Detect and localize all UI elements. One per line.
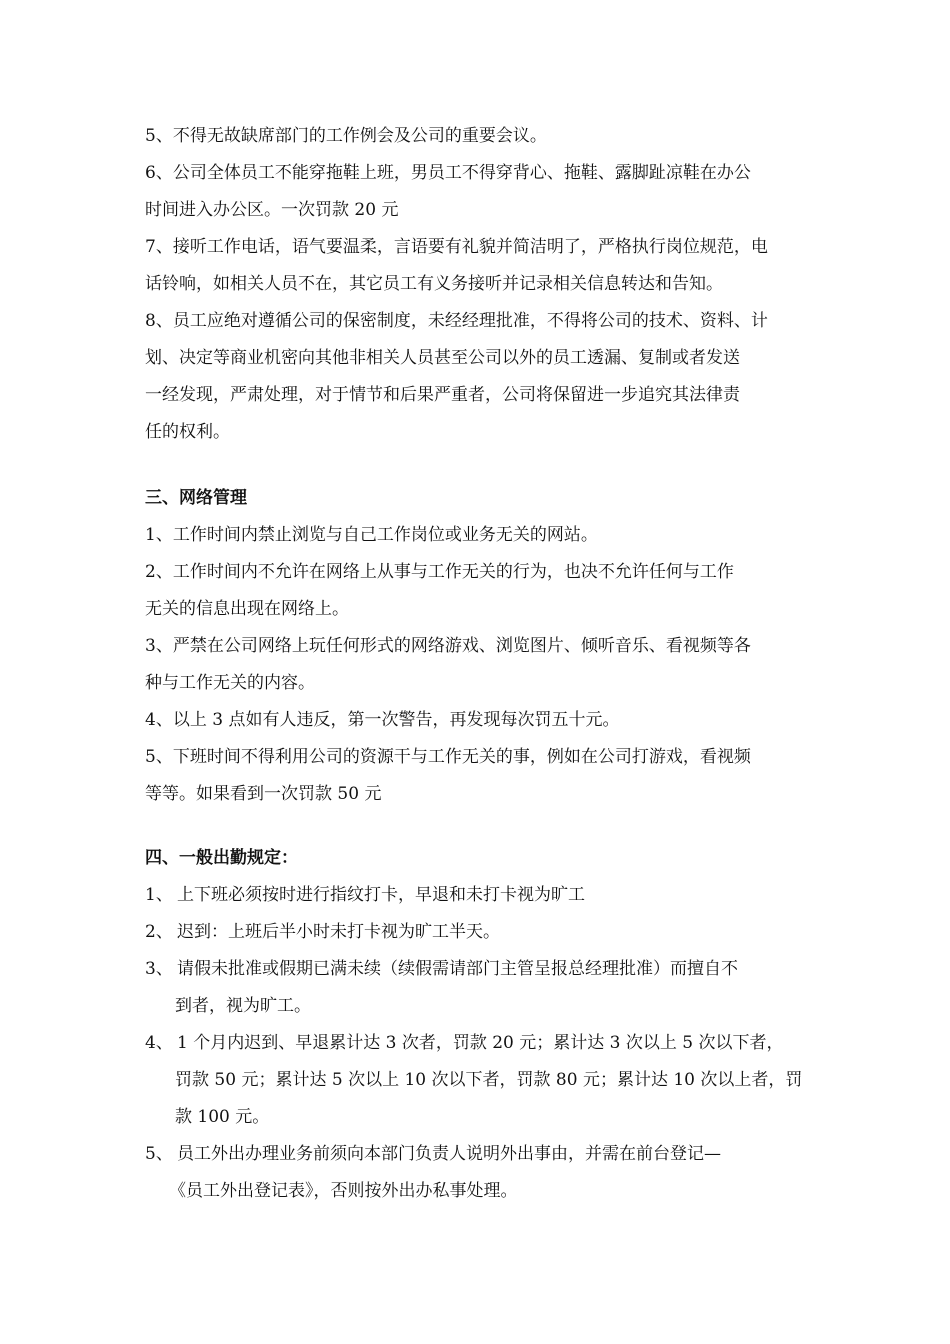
item-line-row [145,877,810,914]
item-line: 3、严禁在公司网络上玩任何形式的网络游戏、浏览图片、倾听音乐、看视频等各 [145,636,751,656]
item-line: 6、公司全体员工不能穿拖鞋上班，男员工不得穿背心、拖鞋、露脚趾凉鞋在办公 [145,163,751,183]
section-heading: 三、网络管理 [145,488,247,508]
list-item [145,517,810,554]
item-number: 3、 [145,959,173,979]
list-item [145,155,810,229]
item-line: 到者，视为旷工。 [175,996,311,1016]
item-line: 款 100 元。 [175,1107,270,1127]
item-number: 2、 [145,922,173,942]
item-line: 上下班必须按时进行指纹打卡，早退和未打卡视为旷工 [177,885,585,905]
section-heading: 四、一般出勤规定： [145,848,298,868]
section2-continued [145,118,810,451]
item-line: 无关的信息出现在网络上。 [145,599,349,619]
section3 [145,480,810,813]
list-item [145,1025,810,1136]
item-line: 划、决定等商业机密向其他非相关人员甚至公司以外的员工透漏、复制或者发送 [145,348,740,368]
item-line: 1 个月内迟到、早退累计达 3 次者，罚款 20 元；累计达 3 次以上 5 次以下者， [177,1033,784,1053]
item-line: 罚款 50 元；累计达 5 次以上 10 次以下者，罚款 80 元；累计达 10 次以上者，罚 [175,1070,803,1090]
list-item [145,118,810,155]
item-line: 一经发现，严肃处理，对于情节和后果严重者，公司将保留进一步追究其法律责 [145,385,740,405]
item-line: 时间进入办公区。一次罚款 20 元 [145,200,399,220]
item-line: 《员工外出登记表》，否则按外出办私事处理。 [169,1181,518,1201]
list-item [145,303,810,451]
item-number: 1、 [145,885,173,905]
item-line: 1、工作时间内禁止浏览与自己工作岗位或业务无关的网站。 [145,525,598,545]
item-line: 5、不得无故缺席部门的工作例会及公司的重要会议。 [145,126,547,146]
item-number: 4、 [145,1033,173,1053]
item-line: 种与工作无关的内容。 [145,673,315,693]
item-line: 迟到：上班后半小时未打卡视为旷工半天。 [177,922,500,942]
item-line: 话铃响，如相关人员不在，其它员工有义务接听并记录相关信息转达和告知。 [145,274,723,294]
list-item [145,951,810,1025]
item-line: 2、工作时间内不允许在网络上从事与工作无关的行为，也决不允许任何与工作 [145,562,734,582]
item-line: 8、员工应绝对遵循公司的保密制度，未经经理批准，不得将公司的技术、资料、计 [145,311,768,331]
list-item [145,554,810,628]
list-item [145,1136,810,1210]
item-line: 等等。如果看到一次罚款 50 元 [145,784,382,804]
list-item [145,914,810,951]
section4 [145,840,810,1210]
item-line: 5、下班时间不得利用公司的资源干与工作无关的事，例如在公司打游戏，看视频 [145,747,751,767]
item-line-row [145,914,810,951]
list-item [145,229,810,303]
item-line: 员工外出办理业务前须向本部门负责人说明外出事由，并需在前台登记— [177,1144,721,1164]
item-line: 7、接听工作电话，语气要温柔，言语要有礼貌并简洁明了，严格执行岗位规范，电 [145,237,768,257]
list-item [145,628,810,702]
list-item [145,877,810,914]
item-line-row [145,1136,810,1173]
list-item [145,702,810,739]
item-number: 5、 [145,1144,173,1164]
list-item [145,739,810,813]
item-line: 请假未批准或假期已满未续（续假需请部门主管呈报总经理批准）而擅自不 [177,959,738,979]
item-line: 任的权利。 [145,422,230,442]
item-line-row [145,1025,810,1062]
item-line: 4、以上 3 点如有人违反，第一次警告，再发现每次罚五十元。 [145,710,620,730]
item-line-row [145,951,810,988]
